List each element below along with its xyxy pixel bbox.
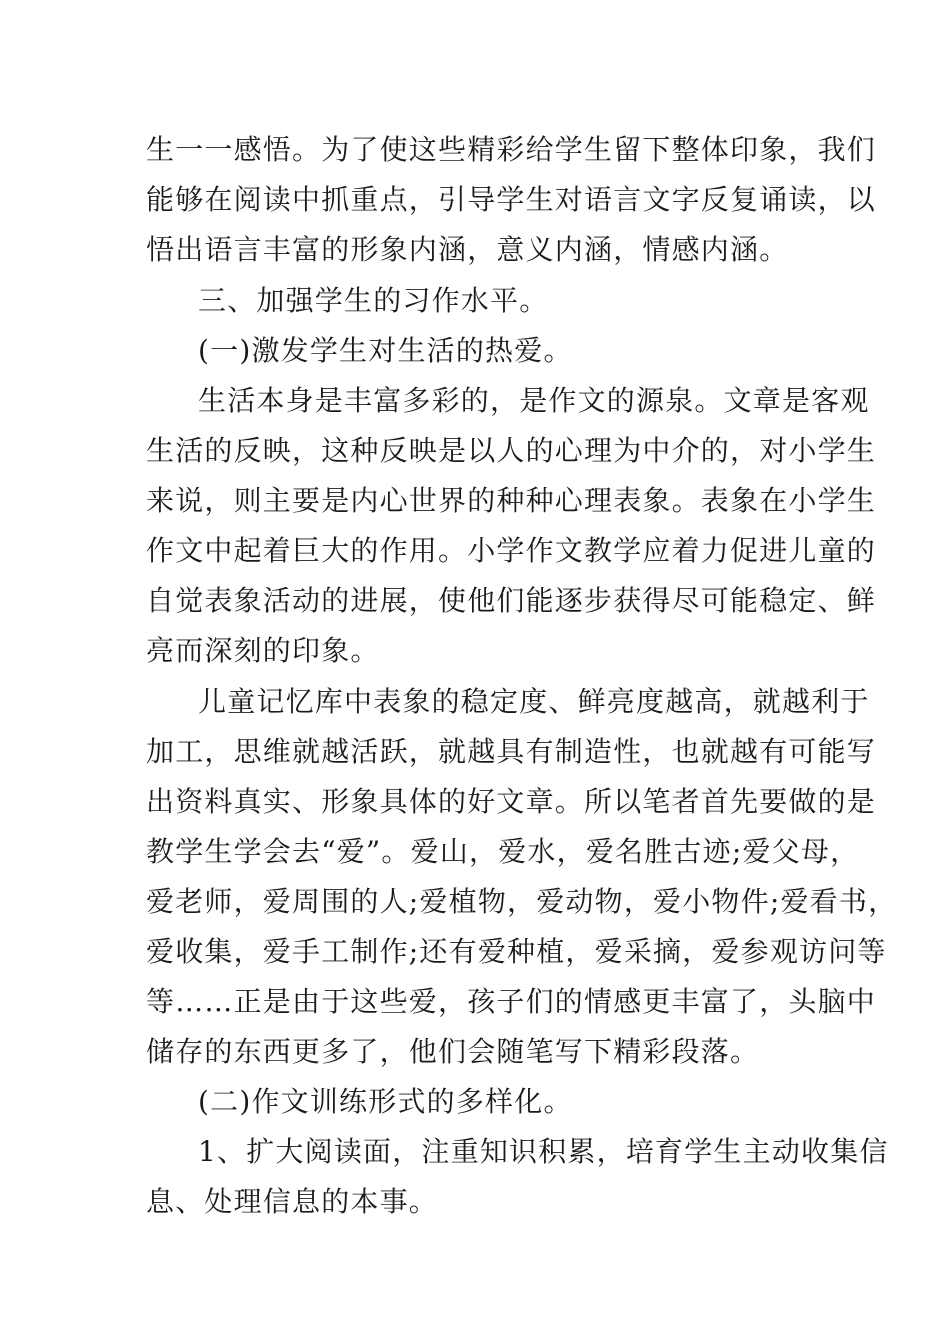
text-line: 息、处理信息的本事。: [146, 1185, 439, 1218]
subsection-heading: (一)激发学生对生活的热爱。: [198, 334, 573, 367]
text-line: 来说，则主要是内心世界的种种心理表象。表象在小学生: [146, 484, 877, 517]
text-line: 教学生学会去“爱”。爱山，爱水，爱名胜古迹;爱父母，: [146, 835, 860, 868]
text-line: 生一一感悟。为了使这些精彩给学生留下整体印象，我们: [146, 133, 877, 166]
subsection-heading: (二)作文训练形式的多样化。: [198, 1085, 573, 1118]
text-line: 爱收集，爱手工制作;还有爱种植，爱采摘，爱参观访问等: [146, 935, 887, 968]
text-line: 1、扩大阅读面，注重知识积累，培育学生主动收集信: [198, 1135, 889, 1168]
section-heading: 三、加强学生的习作水平。: [198, 284, 549, 317]
text-line: 出资料真实、形象具体的好文章。所以笔者首先要做的是: [146, 785, 877, 818]
text-line: 生活本身是丰富多彩的，是作文的源泉。文章是客观: [198, 384, 870, 417]
text-line: 儿童记忆库中表象的稳定度、鲜亮度越高，就越利于: [198, 685, 870, 718]
text-line: 亮而深刻的印象。: [146, 634, 380, 667]
text-line: 爱老师，爱周围的人;爱植物，爱动物，爱小物件;爱看书，: [146, 885, 898, 918]
text-line: 作文中起着巨大的作用。小学作文教学应着力促进儿童的: [146, 534, 877, 567]
text-line: 等……正是由于这些爱，孩子们的情感更丰富了，头脑中: [146, 985, 877, 1018]
text-line: 能够在阅读中抓重点，引导学生对语言文字反复诵读，以: [146, 183, 877, 216]
text-line: 生活的反映，这种反映是以人的心理为中介的，对小学生: [146, 434, 877, 467]
text-line: 储存的东西更多了，他们会随笔写下精彩段落。: [146, 1035, 760, 1068]
text-line: 自觉表象活动的进展，使他们能逐步获得尽可能稳定、鲜: [146, 584, 877, 617]
text-line: 悟出语言丰富的形象内涵，意义内涵，情感内涵。: [146, 233, 789, 266]
text-line: 加工，思维就越活跃，就越具有制造性，也就越有可能写: [146, 735, 877, 768]
